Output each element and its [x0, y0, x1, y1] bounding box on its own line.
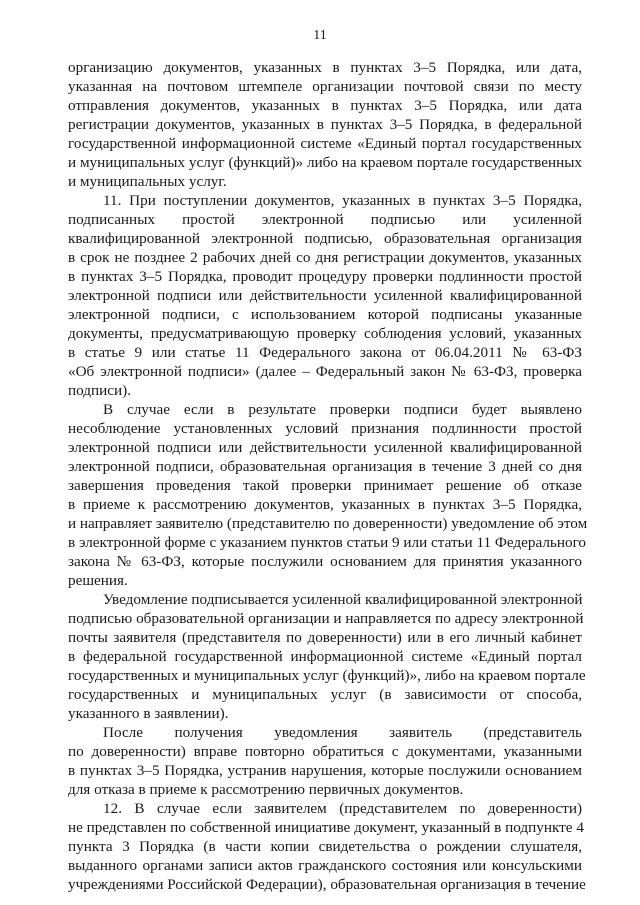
- text-line: подписи).: [68, 382, 131, 399]
- text-line: по доверенности) вправе повторно обратиться с документами, указанными: [68, 743, 582, 760]
- text-line: выданного органами записи актов гражданского состояния или консульскими: [68, 857, 582, 874]
- text-line: «Об электронной подписи» (далее – Федеральный закон № 63-ФЗ, проверка: [68, 363, 582, 380]
- text-line: и направляет заявителю (представителю по доверенности) уведомление об этом: [68, 515, 588, 532]
- text-line: в пунктах 3–5 Порядка, проводит процедуру проверки подлинности простой: [68, 268, 582, 285]
- paragraph-start: В случае если в результате проверки подписи будет выявлено: [103, 401, 582, 418]
- paragraph-11-start: 11. При поступлении документов, указанных в пунктах 3–5 Порядка,: [103, 192, 582, 209]
- text-line: для отказа в приеме к рассмотрению первичных документов.: [68, 781, 464, 798]
- text-line: пункта 3 Порядка (в части копии свидетельства о рождении слушателя,: [68, 838, 582, 855]
- text-line: решения.: [68, 572, 128, 589]
- page-number: 11: [313, 28, 327, 43]
- text-line: в пунктах 3–5 Порядка, устранив нарушения, которые послужили основанием: [68, 762, 582, 779]
- text-line: закона № 63-ФЗ, которые послужили основанием для принятия указанного: [68, 553, 582, 570]
- text-line: государственной информационной системе «Единый портал государственных: [68, 135, 582, 152]
- text-line: документы, предусматривающую проверку соблюдения условий, указанных: [68, 325, 582, 342]
- text-line: электронной подписи, с использованием которой подписаны указанные: [68, 306, 582, 323]
- text-line: почты заявителя (представителя по доверенности) или в его личный кабинет: [68, 629, 582, 646]
- text-line: завершения проведения такой проверки принимает решение об отказе: [68, 477, 582, 494]
- text-line: подписанных простой электронной подписью или усиленной: [68, 211, 582, 228]
- text-line: несоблюдение установленных условий признания подлинности простой: [68, 420, 582, 437]
- text-line: квалифицированной электронной подписью, образовательная организация: [68, 230, 582, 247]
- text-line: и муниципальных услуг.: [68, 173, 227, 190]
- text-line: в федеральной государственной информационной системе «Единый портал: [68, 648, 582, 665]
- text-line: электронной подписи или действительности усиленной квалифицированной: [68, 439, 582, 456]
- text-line: указанного в заявлении).: [68, 705, 229, 722]
- text-line: государственных и муниципальных услуг (функций)», либо на краевом портале: [68, 667, 586, 684]
- paragraph-start: Уведомление подписывается усиленной квалифицированной электронной: [103, 591, 583, 608]
- text-line: регистрации документов, указанных в пунктах 3–5 Порядка, в федеральной: [68, 116, 582, 133]
- text-line: электронной подписи, образовательная организация в течение 3 дней со дня: [68, 458, 582, 475]
- text-line: в приеме к рассмотрению документов, указанных в пунктах 3–5 Порядка,: [68, 496, 582, 513]
- text-line: указанная на почтовом штемпеле организации почтовой связи по месту: [68, 78, 582, 95]
- text-line: в электронной форме с указанием пунктов статьи 9 или статьи 11 Федерального: [68, 534, 587, 551]
- text-line: организацию документов, указанных в пунктах 3–5 Порядка, или дата,: [68, 59, 582, 76]
- text-line: не представлен по собственной инициативе документ, указанный в подпункте 4: [68, 819, 584, 836]
- paragraph-start: После получения уведомления заявитель (представитель: [103, 724, 582, 741]
- text-line: в статье 9 или статье 11 Федерального закона от 06.04.2011 № 63-ФЗ: [68, 344, 582, 361]
- text-line: учреждениями Российской Федерации), образовательная организация в течение: [68, 876, 586, 893]
- text-line: в срок не позднее 2 рабочих дней со дня регистрации документов, указанных: [68, 249, 582, 266]
- text-line: подписью образовательной организации и направляется по адресу электронной: [68, 610, 584, 627]
- text-line: государственных и муниципальных услуг (в зависимости от способа,: [68, 686, 582, 703]
- text-line: и муниципальных услуг (функций)» либо на краевом портале государственных: [68, 154, 582, 171]
- text-line: электронной подписи или действительности усиленной квалифицированной: [68, 287, 582, 304]
- text-line: отправления документов, указанных в пунктах 3–5 Порядка, или дата: [68, 97, 582, 114]
- paragraph-12-start: 12. В случае если заявителем (представителем по доверенности): [103, 800, 582, 817]
